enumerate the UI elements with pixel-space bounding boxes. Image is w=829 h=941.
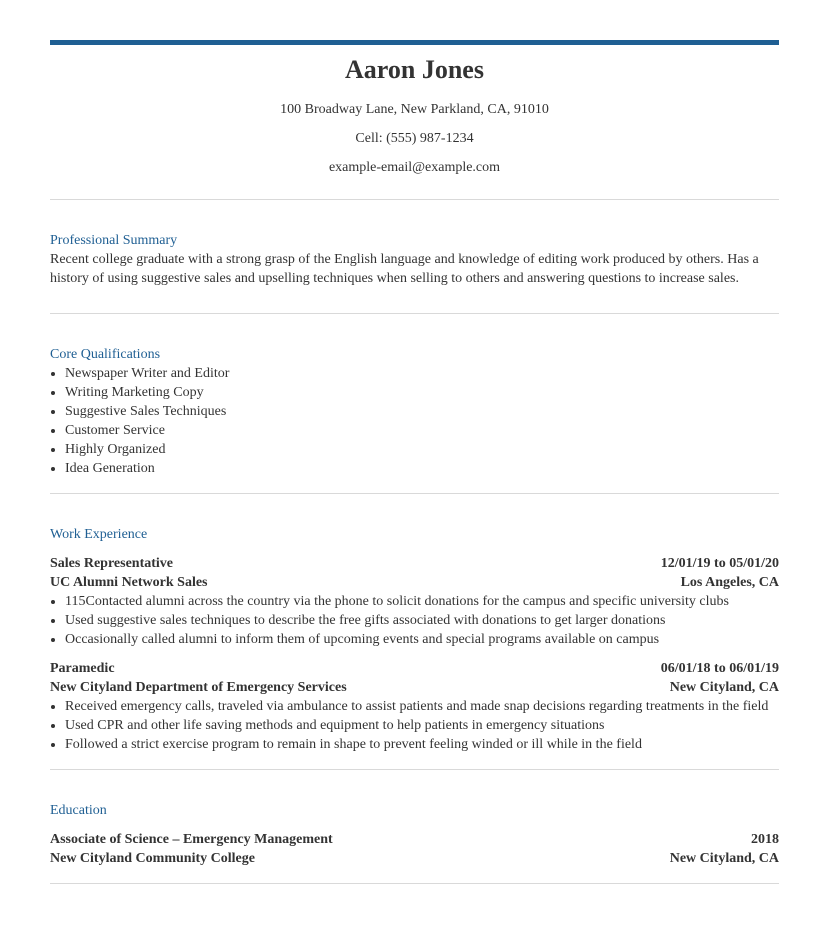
job-role: Paramedic xyxy=(50,661,115,676)
job-role: Sales Representative xyxy=(50,556,173,571)
education-entry xyxy=(50,830,779,868)
job-company: UC Alumni Network Sales xyxy=(50,575,208,590)
contact-address: 100 Broadway Lane, New Parkland, CA, 91010 xyxy=(280,102,549,117)
section-title-summary: Professional Summary xyxy=(50,233,178,248)
section-divider xyxy=(50,313,779,314)
job-dates: 06/01/18 to 06/01/19 xyxy=(660,661,779,676)
list-item: • Writing Marketing Copy xyxy=(65,383,779,402)
education-year: 2018 xyxy=(751,832,779,847)
list-item: • Occasionally called alumni to inform them of upcoming events and special programs available on campus xyxy=(65,630,779,649)
qualifications-section xyxy=(50,345,779,478)
experience-section xyxy=(50,525,779,754)
job-dates: 12/01/19 to 05/01/20 xyxy=(660,556,779,571)
list-item: • Newspaper Writer and Editor xyxy=(65,364,779,383)
education-location: New Cityland, CA xyxy=(669,851,779,866)
qualifications-list xyxy=(50,364,779,478)
accent-top-bar xyxy=(50,40,779,45)
job-header-row xyxy=(50,554,779,573)
contact-block xyxy=(50,95,779,182)
summary-text: Recent college graduate with a strong grasp of the English language and knowledge of editing work produced by others. Has a history of using suggestive sales and upselling techniques when selling to others and answering questions to increase sales. xyxy=(50,252,759,286)
contact-email: example-email@example.com xyxy=(328,160,501,175)
job-location: Los Angeles, CA xyxy=(680,575,779,590)
section-divider xyxy=(50,769,779,770)
job-location: New Cityland, CA xyxy=(669,680,779,695)
section-title-experience: Work Experience xyxy=(50,527,148,542)
education-school: New Cityland Community College xyxy=(50,851,255,866)
list-item: • Followed a strict exercise program to remain in shape to prevent feeling winded or ill while in the field xyxy=(65,735,779,754)
education-degree: Associate of Science – Emergency Management xyxy=(50,832,333,847)
summary-section xyxy=(50,231,779,288)
job-company-row xyxy=(50,573,779,592)
contact-phone: Cell: (555) 987-1234 xyxy=(355,131,474,146)
candidate-name: Aaron Jones xyxy=(345,55,484,84)
job-entry xyxy=(50,659,779,754)
section-divider xyxy=(50,883,779,884)
list-item: • Idea Generation xyxy=(65,459,779,478)
job-header-row xyxy=(50,659,779,678)
list-item: • Used suggestive sales techniques to describe the free gifts associated with donations to get larger donations xyxy=(65,611,779,630)
resume-page xyxy=(50,0,779,884)
list-item: • 115Contacted alumni across the country via the phone to solicit donations for the campus and specific university clubs xyxy=(65,592,779,611)
list-item: • Received emergency calls, traveled via ambulance to assist patients and made snap decisions regarding treatments in the field xyxy=(65,697,779,716)
job-company-row xyxy=(50,678,779,697)
job-company: New Cityland Department of Emergency Services xyxy=(50,680,347,695)
section-title-education: Education xyxy=(50,803,107,818)
education-section xyxy=(50,801,779,868)
section-title-qualifications: Core Qualifications xyxy=(50,347,161,362)
education-degree-row xyxy=(50,830,779,849)
education-school-row xyxy=(50,849,779,868)
job-bullets xyxy=(50,592,779,649)
section-divider xyxy=(50,199,779,200)
list-item: • Highly Organized xyxy=(65,440,779,459)
list-item: • Used CPR and other life saving methods and equipment to help patients in emergency situations xyxy=(65,716,779,735)
list-item: • Suggestive Sales Techniques xyxy=(65,402,779,421)
list-item: • Customer Service xyxy=(65,421,779,440)
job-entry xyxy=(50,554,779,649)
job-bullets xyxy=(50,697,779,754)
section-divider xyxy=(50,493,779,494)
